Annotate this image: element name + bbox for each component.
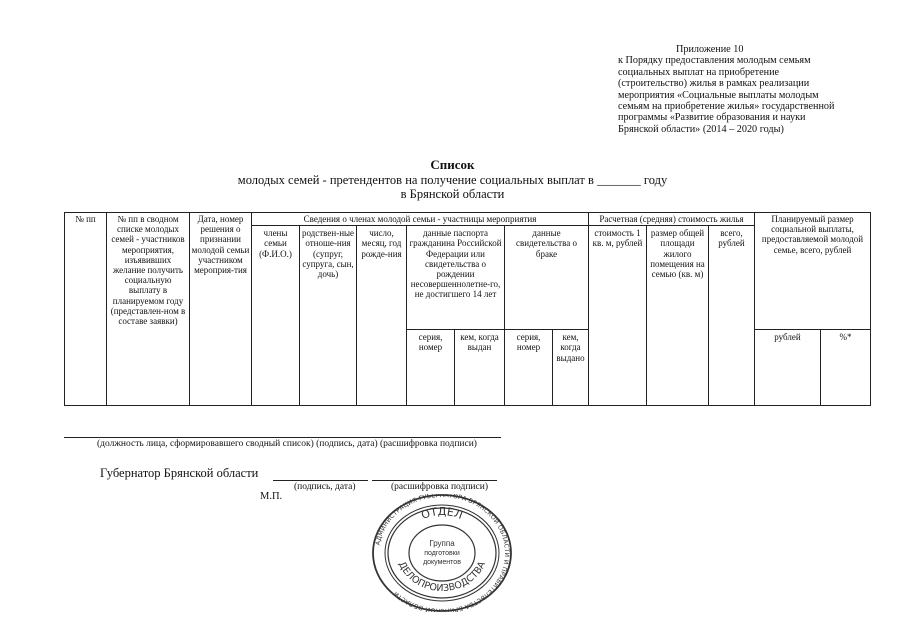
appendix-line: к Порядку предоставления молодым семьям <box>618 55 811 67</box>
header-list-num: № пп в сводном списке молодых семей - участников мероприятия, изъявивших желание получить социальную выплату в планируемом году (представлен-ном в составе заявки) <box>107 213 190 406</box>
official-stamp <box>372 494 512 612</box>
header-marriage-series: серия, номер <box>505 330 553 406</box>
seal-place-label: М.П. <box>260 491 283 502</box>
document-subtitle: молодых семей - претендентов на получение социальных выплат в _______ году <box>237 173 668 187</box>
header-passport-series: серия, номер <box>407 330 455 406</box>
header-group-cost: Расчетная (средняя) стоимость жилья <box>589 213 755 226</box>
signature-line <box>64 437 501 438</box>
stamp-dept-bottom: ДЕЛОПРОИЗВОДСТВА <box>395 559 489 595</box>
appendix-line: Приложение 10 <box>676 44 744 55</box>
appendix-line: мероприятия «Социальные выплаты молодым <box>618 89 819 101</box>
svg-text:ОТДЕЛ <box>420 505 465 522</box>
appendix-header <box>618 44 878 135</box>
governor-label: Губернатор Брянской области <box>100 466 259 480</box>
header-total: всего, рублей <box>709 226 755 406</box>
stamp-center-line: подготовки <box>424 550 460 557</box>
appendix-line: (строительство) жилья в рамках реализации <box>618 78 810 90</box>
position-caption: (должность лица, сформировавшего сводный список) (подпись, дата) (расшифровка подписи) <box>97 439 477 449</box>
signature-caption: (подпись, дата) <box>294 482 356 492</box>
appendix-line: программы «Развитие образования и науки <box>618 112 806 124</box>
appendix-line: Брянской области» (2014 – 2020 годы) <box>618 123 784 135</box>
header-area: размер общей площади жилого помещения на семью (кв. м) <box>647 226 709 406</box>
stamp-graphic <box>372 494 512 612</box>
header-relation: родствен-ные отноше-ния (супруг, супруга, сын, дочь) <box>300 226 357 406</box>
stamp-outer-text: АДМИНИСТРАЦИЯ ГУБЕРНАТОРА БРЯНСКОЙ ОБЛАСТИ И ПРАВИТЕЛЬСТВА БРЯНСКОЙ ОБЛАСТИ <box>374 494 511 612</box>
families-table <box>64 212 871 406</box>
header-group-members: Сведения о членах молодой семьи - участницы мероприятия <box>252 213 589 226</box>
stamp-center-line: Группа <box>429 539 455 548</box>
governor-decode-line <box>372 480 497 481</box>
header-group-planned: Планируемый размер социальной выплаты, предоставляемой молодой семье, всего, рублей <box>755 213 871 330</box>
document-subtitle-region: в Брянской области <box>400 187 505 201</box>
appendix-line: социальных выплат на приобретение <box>618 66 780 78</box>
header-passport-issued: кем, когда выдан <box>455 330 505 406</box>
header-marriage-issued: кем, когда выдано <box>553 330 589 406</box>
stamp-center-line: документов <box>423 559 461 566</box>
appendix-line: семьям на приобретение жилья» государственной <box>618 101 835 113</box>
header-passport: данные паспорта гражданина Российской Федерации или свидетельства о рождении несовершеннолетне-го, не достигшего 14 лет <box>407 226 505 330</box>
header-decision: Дата, номер решения о признании молодой семьи участником мероприя-тия <box>190 213 252 406</box>
header-cost-sqm: стоимость 1 кв. м, рублей <box>589 226 647 406</box>
stamp-dept-top: ОТДЕЛ <box>419 505 465 522</box>
header-planned-pct: %* <box>821 330 871 406</box>
decode-caption: (расшифровка подписи) <box>391 482 488 492</box>
header-num: № пп <box>65 213 107 406</box>
header-birth: число, месяц, год рожде-ния <box>357 226 407 406</box>
header-planned-rub: рублей <box>755 330 821 406</box>
header-members: члены семьи (Ф.И.О.) <box>252 226 300 406</box>
document-title: Список <box>430 157 475 172</box>
header-marriage: данные свидетельства о браке <box>505 226 589 330</box>
governor-signature-line <box>273 480 368 481</box>
